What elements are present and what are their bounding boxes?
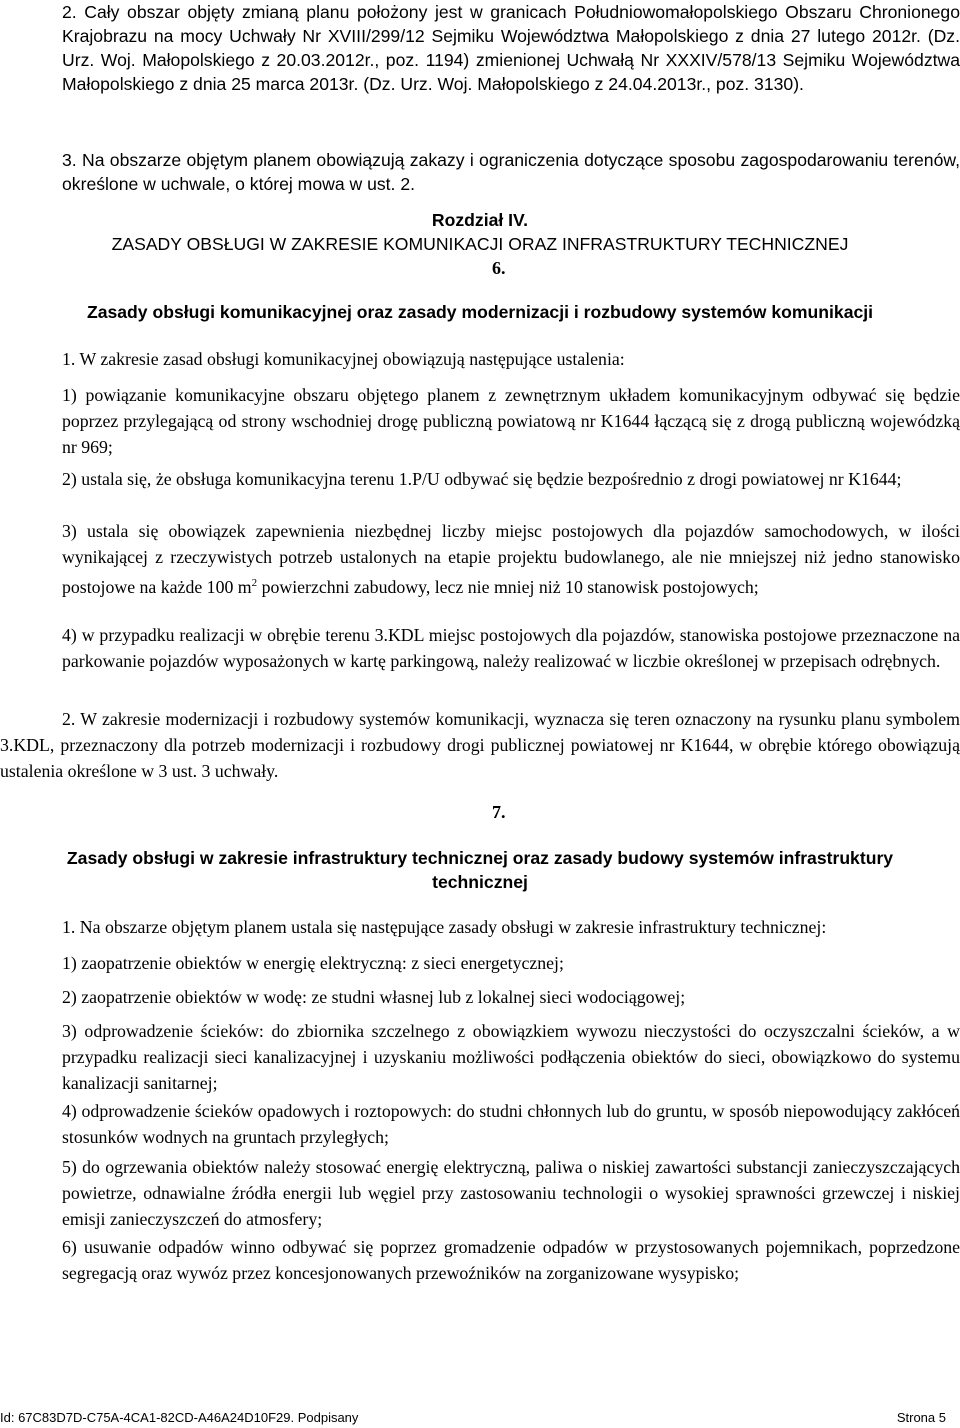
chapter-title: ZASADY OBSŁUGI W ZAKRESIE KOMUNIKACJI ORAZ INFRASTRUKTURY TECHNICZNEJ	[111, 234, 849, 254]
chapter-number: Rozdział IV.	[431, 210, 529, 230]
section-7-item-1: 1) zaopatrzenie obiektów w energię elektryczną: z sieci energetycznej;	[62, 953, 564, 973]
page-number: Strona 5	[896, 1410, 946, 1425]
section-6-item-3	[62, 518, 960, 600]
section-ref-number: 3	[158, 761, 168, 781]
document-id: Id: 67C83D7D-C75A-4CA1-82CD-A46A24D10F29. Podpisany	[0, 1410, 359, 1425]
section-7-item-2: 2) zaopatrzenie obiektów w wodę: ze studni własnej lub z lokalnej sieci wodociągowej;	[62, 987, 686, 1007]
section-6-item-4: 4) w przypadku realizacji w obrębie terenu 3.KDL miejsc postojowych dla pojazdów, stanowiska postojowe przeznaczone na parkowanie pojazdów wyposażonych w kartę parkingową, należy realizować w liczbie określonej w przepisach odrębnych.	[62, 625, 960, 671]
section-6-item-1: 1) powiązanie komunikacyjne obszaru objętego planem z zewnętrznym układem komunikacyjnym odbywać się będzie poprzez przylegającą od strony wschodniej drogę publiczną powiatową nr K1644 łączącą się z drogą publiczną wojewódzką nr 969;	[62, 385, 960, 457]
section-6-title: Zasady obsługi komunikacyjnej oraz zasady modernizacji i rozbudowy systemów komunikacji	[86, 302, 874, 322]
section-7-point-1: 1. Na obszarze objętym planem ustala się następujące zasady obsługi w zakresie infrastruktury technicznej:	[62, 917, 827, 937]
section-6-point-1: 1. W zakresie zasad obsługi komunikacyjnej obowiązują następujące ustalenia:	[62, 349, 625, 369]
section-6-mark	[480, 256, 506, 280]
paragraph-2: 2. Cały obszar objęty zmianą planu położony jest w granicach Południowomałopolskiego Obszaru Chronionego Krajobrazu na mocy Uchwały Nr XVIII/299/12 Sejmiku Województwa Małopolskiego z dnia 27 lutego 2012r. (Dz. Urz. Woj. Małopolskiego z 20.03.2012r., poz. 1194) zmienionej Uchwałą Nr XXXIV/578/13 Sejmiku Województwa Małopolskiego z dnia 25 marca 2013r. (Dz. Urz. Woj. Małopolskiego z 24.04.2013r., poz. 3130).	[62, 2, 960, 94]
section-6-point-2-text: 2. W zakresie modernizacji i rozbudowy systemów komunikacji, wyznacza się teren oznaczony na rysunku planu symbolem 3.KDL, przeznaczony dla potrzeb modernizacji i rozbudowy drogi publicznej powiatowej nr K1644, w obrębie którego obowiązują ustalenia określone w	[0, 709, 960, 781]
section-6-point-2	[0, 706, 960, 784]
section-7-item-5: 5) do ogrzewania obiektów należy stosować energię elektryczną, paliwa o niskiej zawartości substancji zanieczyszczających powietrze, odnawialne źródła energii lub węgiel przy zastosowaniu technologii o wysokiej sprawności grzewczej i niskiej emisji zanieczyszczeń do atmosfery;	[62, 1157, 960, 1229]
section-7-item-3: 3) odprowadzenie ścieków: do zbiornika szczelnego z obowiązkiem wywozu nieczystości do oczyszczalni ścieków, a w przypadku realizacji sieci kanalizacyjnej i uzyskaniu możliwości podłączenia obiektów do sieci, obowiązkowo do systemu kanalizacji sanitarnej;	[62, 1021, 960, 1093]
section-7-number: 7.	[492, 802, 506, 822]
page-footer	[0, 1408, 960, 1428]
section-6-number: 6.	[492, 258, 506, 278]
section-7-title: Zasady obsługi w zakresie infrastruktury technicznej oraz zasady budowy systemów infrastruktury technicznej	[66, 848, 894, 892]
section-6-point-2-end: ust. 3 uchwały.	[167, 761, 279, 781]
section-7-item-6: 6) usuwanie odpadów winno odbywać się poprzez gromadzenie odpadów w przystosowanych pojemnikach, poprzedzone segregacją oraz wywóz przez koncesjonowanych przewoźników na zorganizowane wysypisko;	[62, 1237, 960, 1283]
section-6-item-2: 2) ustala się, że obsługa komunikacyjna terenu 1.P/U odbywać się będzie bezpośrednio z drogi powiatowej nr K1644;	[62, 469, 902, 489]
section-6-item-3-text: 3) ustala się obowiązek zapewnienia niezbędnej liczby miejsc postojowych dla pojazdów samochodowych, w ilości wynikającej z rzeczywistych potrzeb ustalonych na etapie projektu budowlanego, ale nie mniejszej niż jedno stanowisko postojowe na każde 100 m	[62, 521, 960, 597]
section-6-item-3-end: powierzchni zabudowy, lecz nie mniej niż 10 stanowisk postojowych;	[257, 576, 759, 597]
section-7-mark	[480, 800, 506, 824]
section-7-item-4: 4) odprowadzenie ścieków opadowych i roztopowych: do studni chłonnych lub do gruntu, w sposób niepowodujący zakłóceń stosunków wodnych na gruntach przyległych;	[62, 1101, 960, 1147]
paragraph-3: 3. Na obszarze objętym planem obowiązują zakazy i ograniczenia dotyczące sposobu zagospodarowaniu terenów, określone w uchwale, o której mowa w ust. 2.	[62, 150, 960, 194]
superscript-2: 2	[251, 577, 258, 589]
